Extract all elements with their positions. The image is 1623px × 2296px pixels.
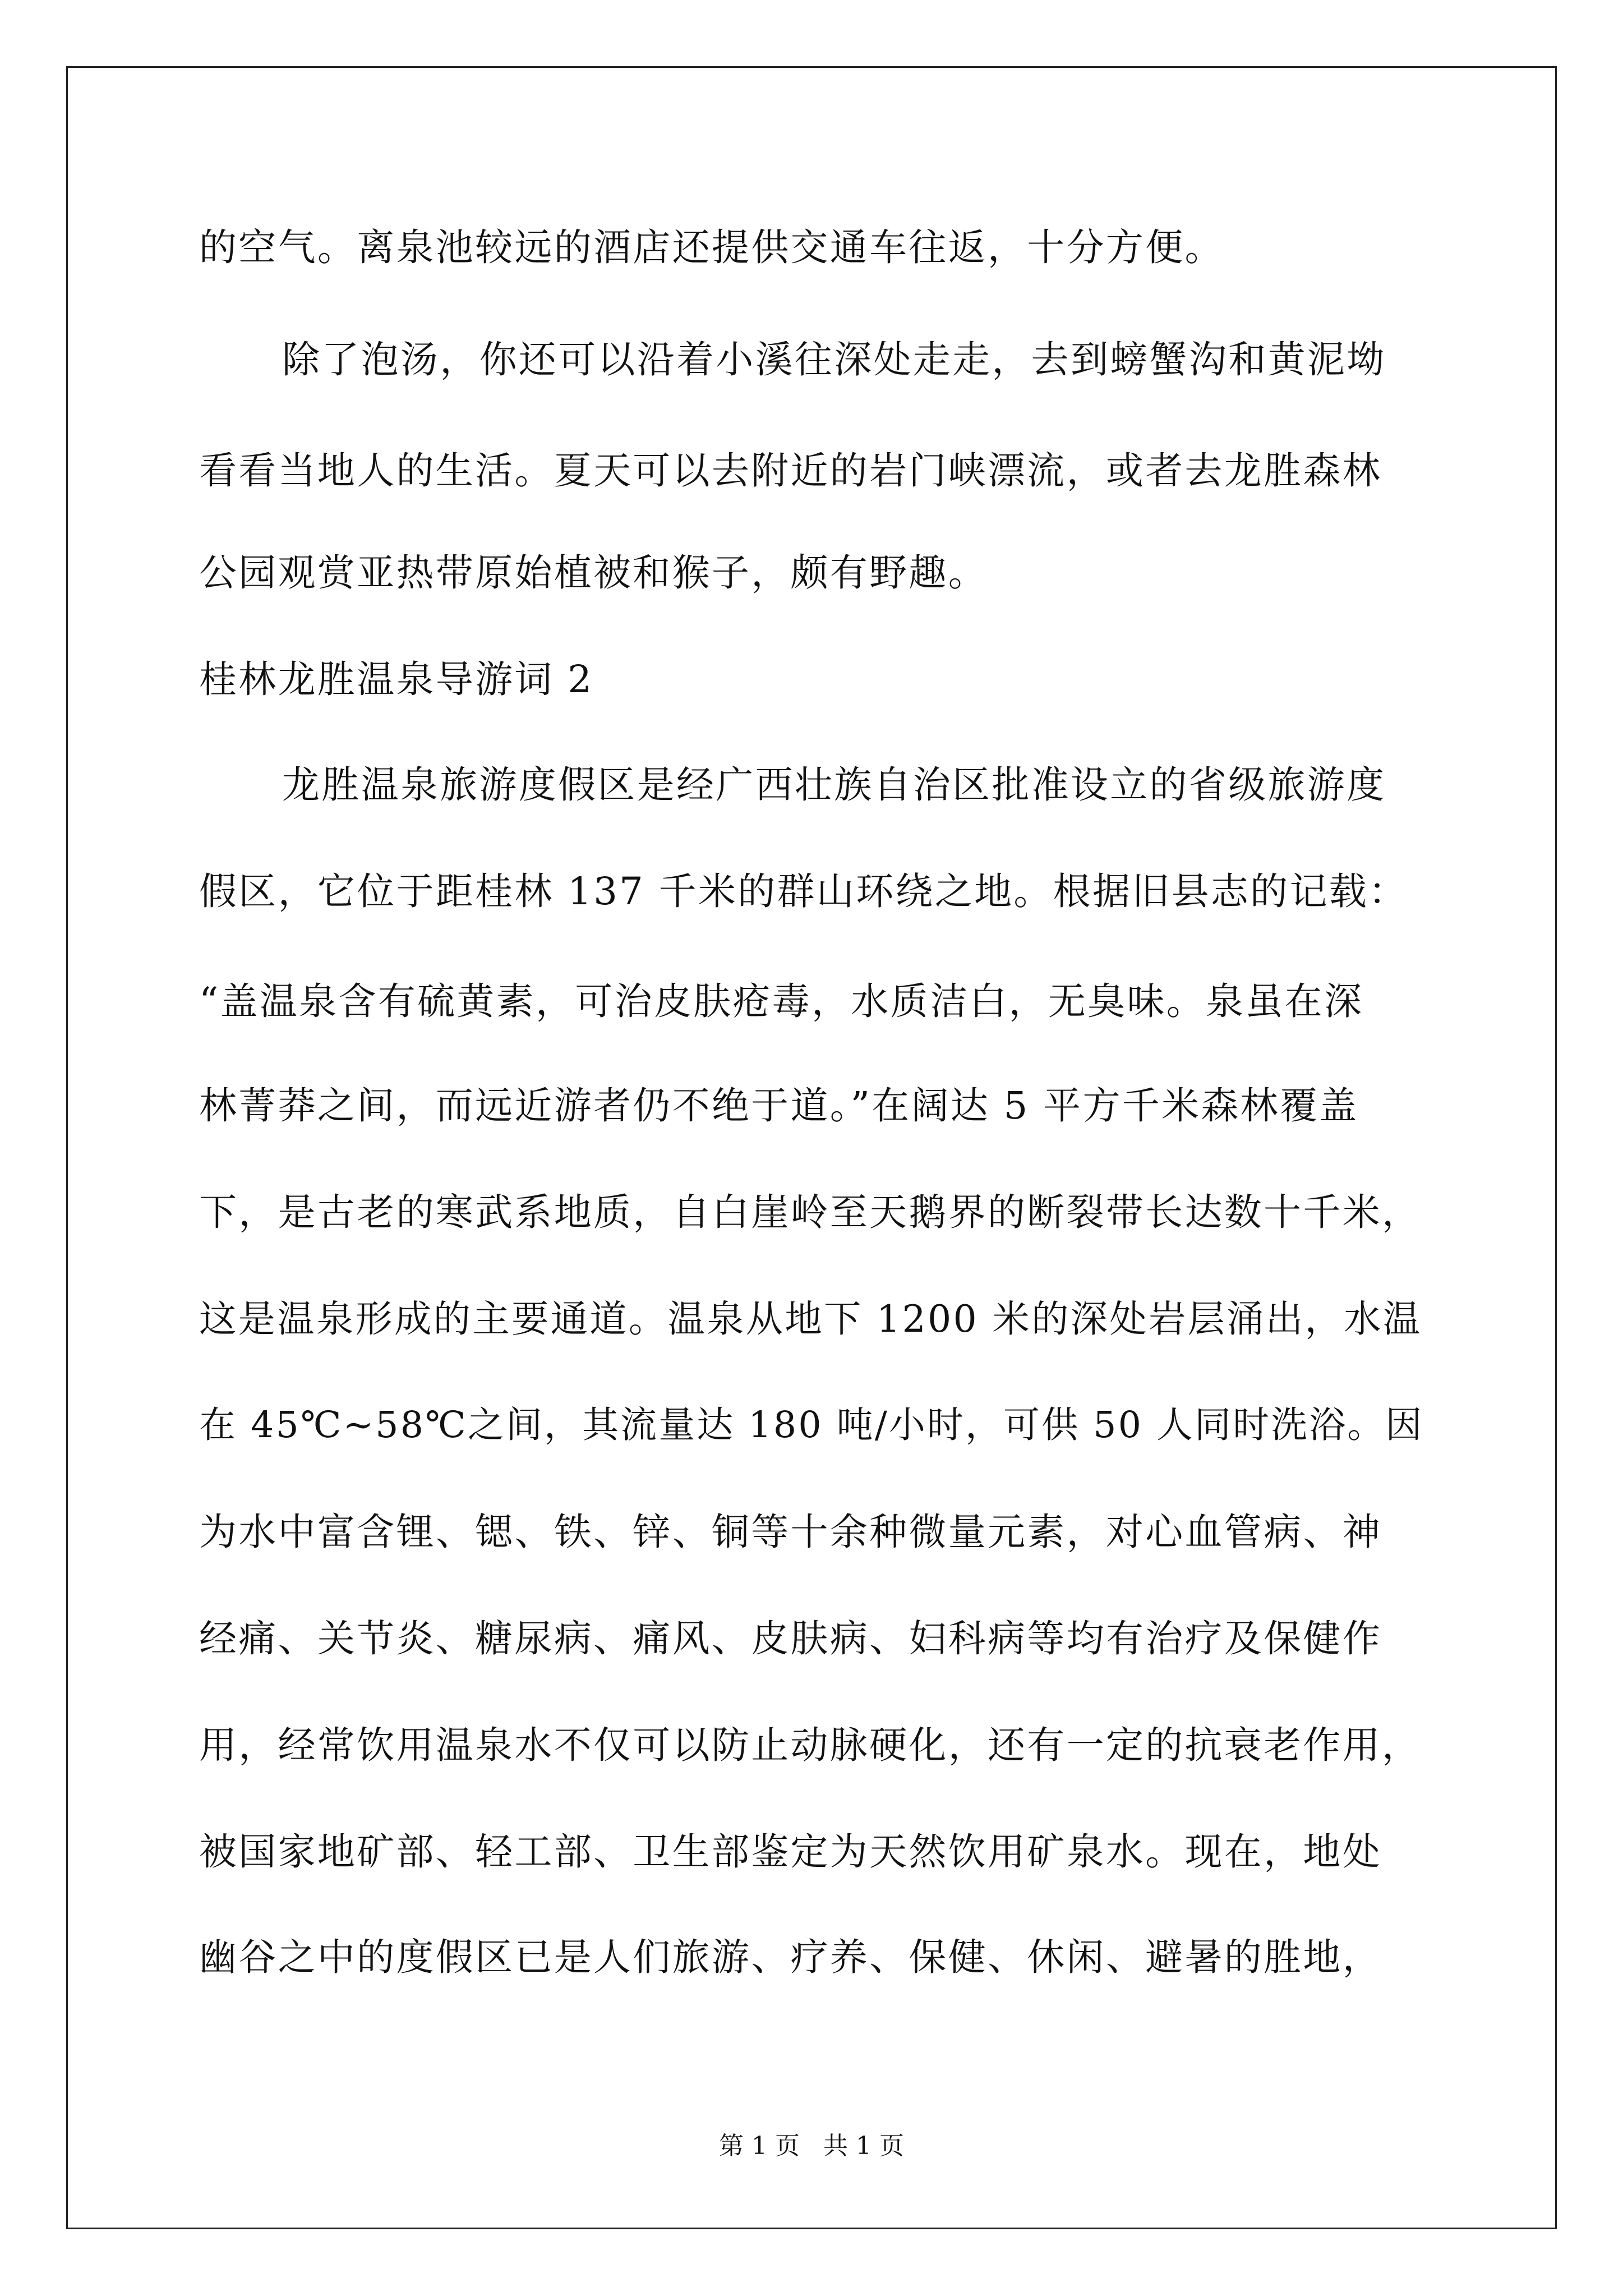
paragraph-line: 看看当地人的生活。夏天可以去附近的岩门峡漂流，或者去龙胜森林 — [199, 449, 1382, 493]
page-footer: 第 1 页 共 1 页 — [719, 2132, 904, 2160]
page-border — [66, 66, 1557, 2229]
paragraph-line: “盖温泉含有硫黄素，可治皮肤疮毒，水质洁白，无臭味。泉虽在深 — [199, 979, 1364, 1023]
paragraph-line: 经痛、关节炎、糖尿病、痛风、皮肤病、妇科病等均有治疗及保健作 — [199, 1617, 1382, 1660]
paragraph-line: 除了泡汤，你还可以沿着小溪往深处走走，去到螃蟹沟和黄泥坳 — [282, 338, 1386, 381]
paragraph-line: 公园观赏亚热带原始植被和猴子，颇有野趣。 — [199, 551, 988, 595]
paragraph-line: 龙胜温泉旅游度假区是经广西壮族自治区批准设立的省级旅游度 — [282, 763, 1386, 807]
paragraph-line: 下，是古老的寒武系地质，自白崖岭至天鹅界的断裂带长达数十千米， — [199, 1190, 1422, 1234]
paragraph-line: 的空气。离泉池较远的酒店还提供交通车往返，十分方便。 — [199, 226, 1224, 269]
paragraph-line: 这是温泉形成的主要通道。温泉从地下 1200 米的深处岩层涌出，水温 — [199, 1297, 1422, 1341]
paragraph-line: 被国家地矿部、轻工部、卫生部鉴定为天然饮用矿泉水。现在，地处 — [199, 1830, 1382, 1874]
section-heading: 桂林龙胜温泉导游词 2 — [199, 657, 594, 701]
paragraph-line: 在 45℃~58℃之间，其流量达 180 吨/小时，可供 50 人同时洗浴。因 — [199, 1404, 1424, 1446]
paragraph-line: 用，经常饮用温泉水不仅可以防止动脉硬化，还有一定的抗衰老作用， — [199, 1723, 1422, 1767]
paragraph-line: 为水中富含锂、锶、铁、锌、铜等十余种微量元素，对心血管病、神 — [199, 1510, 1382, 1554]
paragraph-line: 林菁莽之间，而远近游者仍不绝于道。”在阔达 5 平方千米森林覆盖 — [199, 1084, 1359, 1128]
paragraph-line: 假区，它位于距桂林 137 千米的群山环绕之地。根据旧县志的记载： — [199, 869, 1408, 913]
paragraph-line: 幽谷之中的度假区已是人们旅游、疗养、保健、休闲、避暑的胜地， — [199, 1935, 1382, 1979]
